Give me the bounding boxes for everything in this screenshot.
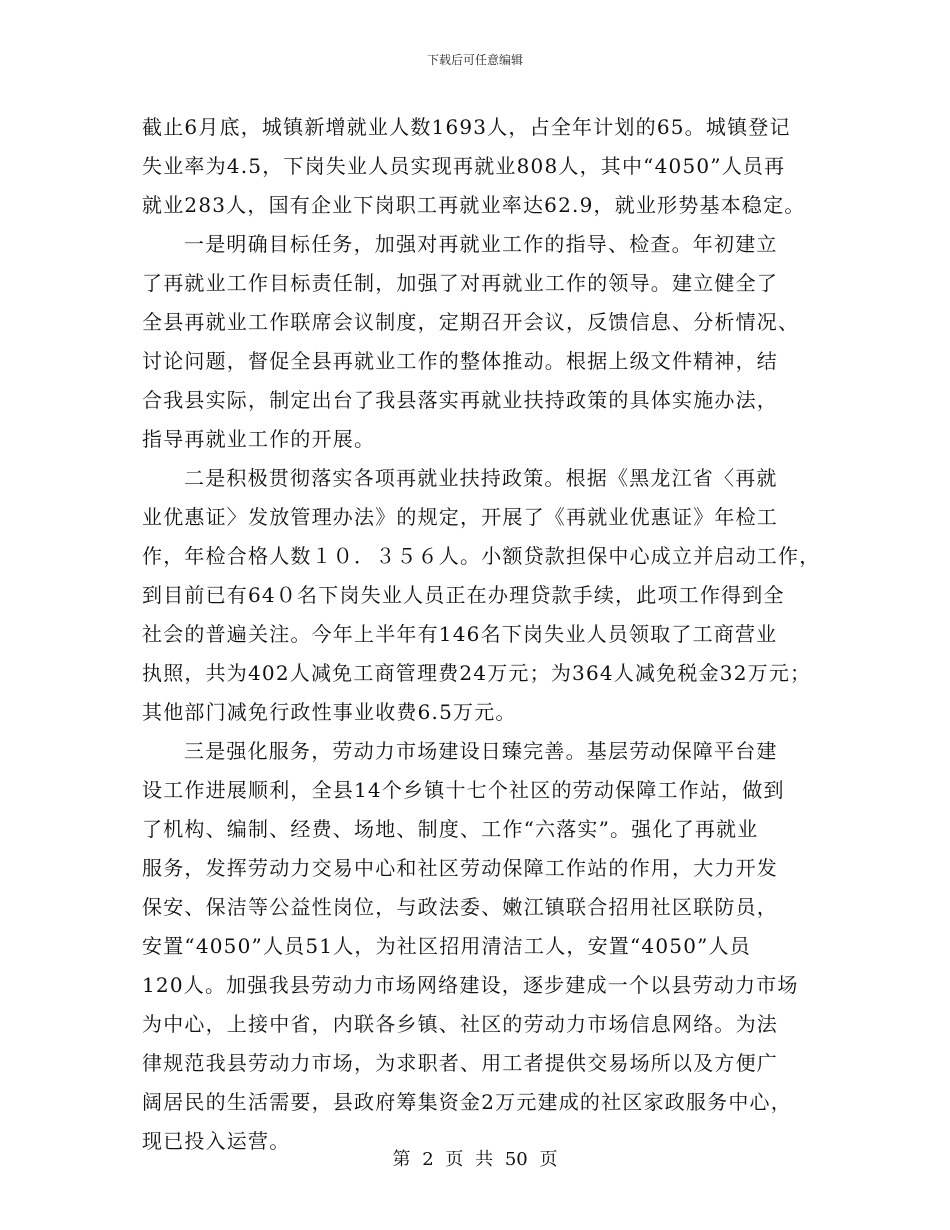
text-line: 120人。加强我县劳动力市场网络建设，逐步建成一个以县劳动力市场 bbox=[142, 973, 799, 997]
paragraph bbox=[142, 459, 822, 732]
text-line: 设工作进展顺利，全县14个乡镇十七个社区的劳动保障工作站，做到 bbox=[142, 778, 785, 802]
text-line: 失业率为4.5，下岗失业人员实现再就业808人，其中“4050”人员再 bbox=[142, 154, 786, 178]
text-line: 律规范我县劳动力市场，为求职者、用工者提供交易场所以及方便广 bbox=[142, 1051, 778, 1075]
text-line: 服务，发挥劳动力交易中心和社区劳动保障工作站的作用，大力开发 bbox=[142, 856, 778, 880]
text-line: 二是积极贯彻落实各项再就业扶持政策。根据《黑龙江省〈再就 bbox=[184, 466, 778, 490]
paragraph bbox=[142, 225, 822, 459]
paragraph bbox=[142, 108, 822, 225]
text-line: 合我县实际，制定出台了我县落实再就业扶持政策的具体实施办法， bbox=[142, 388, 778, 412]
paragraph bbox=[142, 732, 822, 1161]
text-line: 为中心，上接中省，内联各乡镇、社区的劳动力市场信息网络。为法 bbox=[142, 1012, 778, 1036]
text-line: 了再就业工作目标责任制，加强了对再就业工作的领导。建立健全了 bbox=[142, 271, 778, 295]
text-line: 一是明确目标任务，加强对再就业工作的指导、检查。年初建立 bbox=[184, 232, 778, 256]
text-line: 阔居民的生活需要，县政府筹集资金2万元建成的社区家政服务中心， bbox=[142, 1090, 792, 1114]
text-line: 到目前已有64０名下岗失业人员正在办理贷款手续，此项工作得到全 bbox=[142, 583, 785, 607]
text-line: 了机构、编制、经费、场地、制度、工作“六落实”。强化了再就业 bbox=[142, 817, 759, 841]
document-body bbox=[142, 108, 822, 1161]
text-line: 全县再就业工作联席会议制度，定期召开会议，反馈信息、分析情况、 bbox=[142, 310, 800, 334]
text-line: 讨论问题，督促全县再就业工作的整体推动。根据上级文件精神，结 bbox=[142, 349, 778, 373]
text-line: 社会的普遍关注。今年上半年有146名下岗失业人员领取了工商营业 bbox=[142, 622, 778, 646]
text-line: 执照，共为402人减免工商管理费24万元；为364人减免税金32万元； bbox=[142, 661, 812, 685]
page-header: 下载后可任意编辑 bbox=[426, 53, 523, 67]
text-line: 截止6月底，城镇新增就业人数1693人，占全年计划的65。城镇登记 bbox=[142, 115, 791, 139]
text-line: 三是强化服务，劳动力市场建设日臻完善。基层劳动保障平台建 bbox=[184, 739, 778, 763]
text-line: 业优惠证〉发放管理办法》的规定，开展了《再就业优惠证》年检工 bbox=[142, 505, 778, 529]
text-line: 就业283人，国有企业下岗职工再就业率达62.9，就业形势基本稳定。 bbox=[142, 193, 806, 217]
text-line: 保安、保洁等公益性岗位，与政法委、嫩江镇联合招用社区联防员， bbox=[142, 895, 778, 919]
text-line: 安置“4050”人员51人，为社区招用清洁工人，安置“4050”人员 bbox=[142, 934, 751, 958]
text-line: 指导再就业工作的开展。 bbox=[142, 427, 376, 451]
text-line: 其他部门减免行政性事业收费6.5万元。 bbox=[142, 700, 517, 724]
text-line: 现已投入运营。 bbox=[142, 1129, 291, 1153]
text-line: 作，年检合格人数１０．３５６人。小额贷款担保中心成立并启动工作， bbox=[142, 544, 821, 568]
page-footer: 第 2 页 共 50 页 bbox=[392, 1149, 558, 1170]
